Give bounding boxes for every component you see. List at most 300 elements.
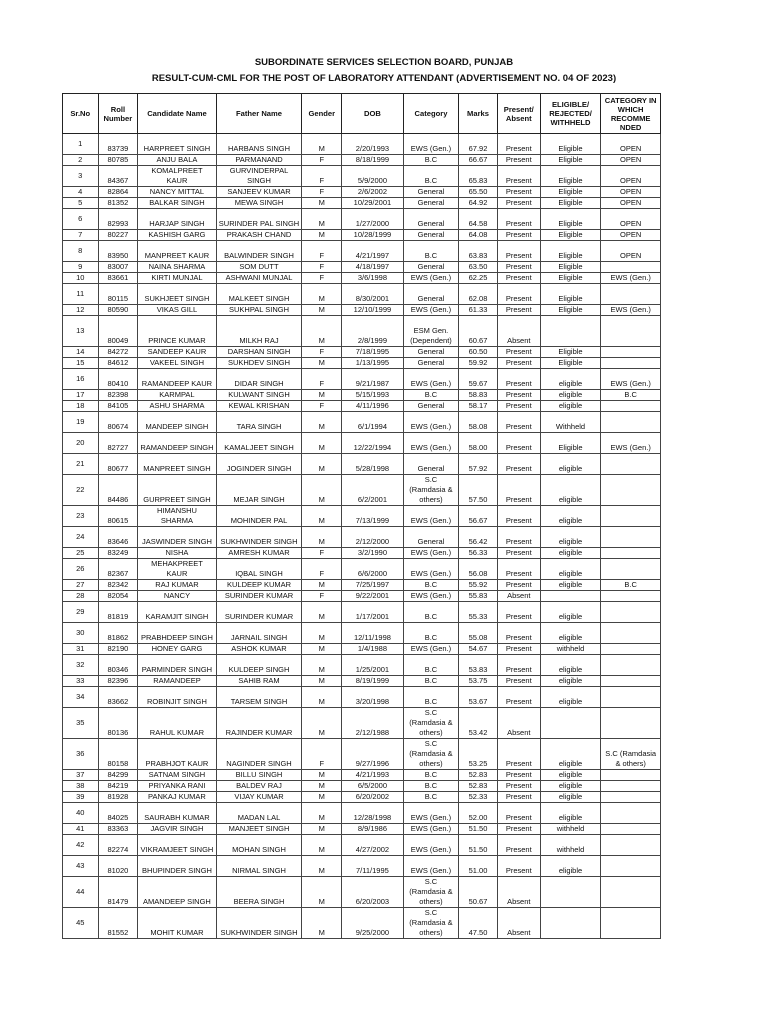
candidate-name-cell: HIMANSHU SHARMA (138, 506, 216, 527)
gender-cell: M (302, 792, 342, 803)
category-cell: General (403, 358, 458, 369)
category-cell: B.C (403, 687, 458, 708)
recommended-category-cell: OPEN (601, 198, 661, 209)
table-row (63, 401, 661, 412)
attendance-cell: Present (497, 433, 540, 454)
dob-cell: 4/21/1993 (342, 770, 404, 781)
dob-cell: 2/20/1993 (342, 134, 404, 155)
sr-no-cell: 21 (63, 454, 99, 475)
eligibility-cell: eligible (540, 548, 601, 559)
gender-cell: M (302, 358, 342, 369)
eligibility-cell: Eligible (540, 262, 601, 273)
roll-number-cell: 84612 (98, 358, 138, 369)
attendance-cell: Present (497, 401, 540, 412)
father-name-cell: KEWAL KRISHAN (216, 401, 302, 412)
candidate-name-cell: VIKAS GILL (138, 305, 216, 316)
sr-no-cell: 31 (63, 644, 99, 655)
eligibility-cell: Eligible (540, 358, 601, 369)
sr-no-cell: 13 (63, 316, 99, 347)
candidate-name-cell: JAGVIR SINGH (138, 824, 216, 835)
category-cell: General (403, 198, 458, 209)
attendance-cell: Present (497, 230, 540, 241)
gender-cell: M (302, 908, 342, 939)
candidate-name-cell: MOHIT KUMAR (138, 908, 216, 939)
roll-number-cell: 83661 (98, 273, 138, 284)
category-cell: S.C (Ramdasia & others) (403, 908, 458, 939)
category-cell: EWS (Gen.) (403, 273, 458, 284)
dob-cell: 2/8/1999 (342, 316, 404, 347)
eligibility-cell: eligible (540, 770, 601, 781)
recommended-category-cell (601, 687, 661, 708)
category-cell: B.C (403, 623, 458, 644)
attendance-cell: Present (497, 475, 540, 506)
gender-cell: M (302, 284, 342, 305)
attendance-cell: Present (497, 273, 540, 284)
table-row (63, 687, 661, 708)
gender-cell: M (302, 580, 342, 591)
roll-number-cell: 80158 (98, 739, 138, 770)
col-header-roll-number: Roll Number (98, 94, 138, 134)
document-header (0, 55, 768, 87)
table-row (63, 155, 661, 166)
marks-cell: 52.83 (459, 781, 498, 792)
marks-cell: 60.50 (459, 347, 498, 358)
roll-number-cell: 82367 (98, 559, 138, 580)
father-name-cell: JARNAIL SINGH (216, 623, 302, 644)
table-row (63, 602, 661, 623)
candidate-name-cell: PRABHJOT KAUR (138, 739, 216, 770)
gender-cell: M (302, 198, 342, 209)
attendance-cell: Present (497, 209, 540, 230)
dob-cell: 6/5/2000 (342, 781, 404, 792)
eligibility-cell: Eligible (540, 187, 601, 198)
marks-cell: 53.25 (459, 739, 498, 770)
attendance-cell: Present (497, 134, 540, 155)
marks-cell: 56.33 (459, 548, 498, 559)
table-row (63, 824, 661, 835)
eligibility-cell: withheld (540, 835, 601, 856)
marks-cell: 64.58 (459, 209, 498, 230)
recommended-category-cell (601, 856, 661, 877)
dob-cell: 2/12/1988 (342, 708, 404, 739)
eligibility-cell: Eligible (540, 433, 601, 454)
candidate-name-cell: MANPREET SINGH (138, 454, 216, 475)
dob-cell: 1/27/2000 (342, 209, 404, 230)
candidate-name-cell: HARPREET SINGH (138, 134, 216, 155)
attendance-cell: Present (497, 803, 540, 824)
gender-cell: M (302, 527, 342, 548)
recommended-category-cell: B.C (601, 580, 661, 591)
gender-cell: F (302, 273, 342, 284)
attendance-cell: Present (497, 824, 540, 835)
father-name-cell: RAJINDER KUMAR (216, 708, 302, 739)
father-name-cell: TARA SINGH (216, 412, 302, 433)
dob-cell: 9/21/1987 (342, 369, 404, 390)
eligibility-cell: Eligible (540, 155, 601, 166)
attendance-cell: Present (497, 676, 540, 687)
eligibility-cell: Eligible (540, 198, 601, 209)
recommended-category-cell: OPEN (601, 155, 661, 166)
col-header-eligibility: ELIGIBLE/ REJECTED/ WITHHELD (540, 94, 601, 134)
table-row (63, 708, 661, 739)
gender-cell: M (302, 134, 342, 155)
sr-no-cell: 2 (63, 155, 99, 166)
gender-cell: M (302, 770, 342, 781)
table-row (63, 187, 661, 198)
sr-no-cell: 27 (63, 580, 99, 591)
marks-cell: 60.67 (459, 316, 498, 347)
attendance-cell: Present (497, 559, 540, 580)
table-row (63, 877, 661, 908)
eligibility-cell: eligible (540, 559, 601, 580)
category-cell: EWS (Gen.) (403, 134, 458, 155)
roll-number-cell: 80410 (98, 369, 138, 390)
candidate-name-cell: PANKAJ KUMAR (138, 792, 216, 803)
category-cell: B.C (403, 241, 458, 262)
dob-cell: 10/29/2001 (342, 198, 404, 209)
roll-number-cell: 80136 (98, 708, 138, 739)
recommended-category-cell (601, 358, 661, 369)
marks-cell: 53.75 (459, 676, 498, 687)
marks-cell: 51.00 (459, 856, 498, 877)
dob-cell: 6/6/2000 (342, 559, 404, 580)
sr-no-cell: 39 (63, 792, 99, 803)
recommended-category-cell (601, 877, 661, 908)
recommended-category-cell (601, 644, 661, 655)
table-row (63, 316, 661, 347)
candidate-name-cell: VAKEEL SINGH (138, 358, 216, 369)
candidate-name-cell: MANDEEP SINGH (138, 412, 216, 433)
table-row (63, 284, 661, 305)
roll-number-cell: 84367 (98, 166, 138, 187)
father-name-cell: SUKHWINDER SINGH (216, 908, 302, 939)
sr-no-cell: 43 (63, 856, 99, 877)
gender-cell: M (302, 305, 342, 316)
sr-no-cell: 17 (63, 390, 99, 401)
father-name-cell: DIDAR SINGH (216, 369, 302, 390)
table-row (63, 166, 661, 187)
eligibility-cell: eligible (540, 454, 601, 475)
candidate-name-cell: PRABHDEEP SINGH (138, 623, 216, 644)
recommended-category-cell (601, 781, 661, 792)
father-name-cell: SUKHPAL SINGH (216, 305, 302, 316)
candidate-name-cell: MANPREET KAUR (138, 241, 216, 262)
category-cell: B.C (403, 155, 458, 166)
candidate-name-cell: NANCY (138, 591, 216, 602)
sr-no-cell: 16 (63, 369, 99, 390)
recommended-category-cell (601, 559, 661, 580)
sr-no-cell: 9 (63, 262, 99, 273)
category-cell: General (403, 187, 458, 198)
candidate-name-cell: NANCY MITTAL (138, 187, 216, 198)
roll-number-cell: 80227 (98, 230, 138, 241)
attendance-cell: Present (497, 580, 540, 591)
table-row (63, 591, 661, 602)
recommended-category-cell (601, 908, 661, 939)
dob-cell: 3/20/1998 (342, 687, 404, 708)
marks-cell: 65.83 (459, 166, 498, 187)
father-name-cell: SUKHWINDER SINGH (216, 527, 302, 548)
attendance-cell: Absent (497, 877, 540, 908)
col-header-gender: Gender (302, 94, 342, 134)
table-row (63, 230, 661, 241)
marks-cell: 55.08 (459, 623, 498, 644)
dob-cell: 3/2/1990 (342, 548, 404, 559)
col-header-candidate-name: Candidate Name (138, 94, 216, 134)
roll-number-cell: 81479 (98, 877, 138, 908)
category-cell: B.C (403, 781, 458, 792)
roll-number-cell: 82727 (98, 433, 138, 454)
gender-cell: F (302, 187, 342, 198)
marks-cell: 53.42 (459, 708, 498, 739)
eligibility-cell: eligible (540, 369, 601, 390)
gender-cell: M (302, 506, 342, 527)
marks-cell: 66.67 (459, 155, 498, 166)
candidate-name-cell: KIRTI MUNJAL (138, 273, 216, 284)
sr-no-cell: 20 (63, 433, 99, 454)
eligibility-cell: eligible (540, 856, 601, 877)
father-name-cell: NAGINDER SINGH (216, 739, 302, 770)
dob-cell: 1/25/2001 (342, 655, 404, 676)
attendance-cell: Absent (497, 708, 540, 739)
roll-number-cell: 80590 (98, 305, 138, 316)
candidate-name-cell: KARAMJIT SINGH (138, 602, 216, 623)
sr-no-cell: 24 (63, 527, 99, 548)
father-name-cell: MEWA SINGH (216, 198, 302, 209)
candidate-name-cell: RAMANDEEP SINGH (138, 433, 216, 454)
roll-number-cell: 80615 (98, 506, 138, 527)
recommended-category-cell (601, 792, 661, 803)
father-name-cell: SAHIB RAM (216, 676, 302, 687)
roll-number-cell: 81352 (98, 198, 138, 209)
attendance-cell: Present (497, 155, 540, 166)
sr-no-cell: 10 (63, 273, 99, 284)
roll-number-cell: 83950 (98, 241, 138, 262)
attendance-cell: Present (497, 390, 540, 401)
table-row (63, 655, 661, 676)
sr-no-cell: 5 (63, 198, 99, 209)
roll-number-cell: 83739 (98, 134, 138, 155)
attendance-cell: Present (497, 198, 540, 209)
recommended-category-cell (601, 401, 661, 412)
candidate-name-cell: AMANDEEP SINGH (138, 877, 216, 908)
header-row (63, 94, 661, 134)
sr-no-cell: 25 (63, 548, 99, 559)
sr-no-cell: 38 (63, 781, 99, 792)
roll-number-cell: 81819 (98, 602, 138, 623)
recommended-category-cell (601, 623, 661, 644)
table-row (63, 506, 661, 527)
category-cell: ESM Gen. (Dependent) (403, 316, 458, 347)
category-cell: S.C (Ramdasia & others) (403, 708, 458, 739)
sr-no-cell: 36 (63, 739, 99, 770)
dob-cell: 8/9/1986 (342, 824, 404, 835)
candidate-name-cell: PRIYANKA RANI (138, 781, 216, 792)
dob-cell: 5/9/2000 (342, 166, 404, 187)
eligibility-cell: Eligible (540, 209, 601, 230)
recommended-category-cell (601, 770, 661, 781)
father-name-cell: DARSHAN SINGH (216, 347, 302, 358)
dob-cell: 5/15/1993 (342, 390, 404, 401)
recommended-category-cell: OPEN (601, 187, 661, 198)
eligibility-cell: eligible (540, 527, 601, 548)
roll-number-cell: 84272 (98, 347, 138, 358)
gender-cell: F (302, 166, 342, 187)
category-cell: General (403, 454, 458, 475)
father-name-cell: MANJEET SINGH (216, 824, 302, 835)
eligibility-cell (540, 708, 601, 739)
table-row (63, 262, 661, 273)
candidate-name-cell: SAURABH KUMAR (138, 803, 216, 824)
gender-cell: M (302, 602, 342, 623)
father-name-cell: VIJAY KUMAR (216, 792, 302, 803)
recommended-category-cell (601, 454, 661, 475)
father-name-cell: MOHINDER PAL (216, 506, 302, 527)
sr-no-cell: 15 (63, 358, 99, 369)
roll-number-cell: 82274 (98, 835, 138, 856)
attendance-cell: Present (497, 262, 540, 273)
dob-cell: 5/28/1998 (342, 454, 404, 475)
attendance-cell: Present (497, 687, 540, 708)
category-cell: General (403, 401, 458, 412)
eligibility-cell: Eligible (540, 273, 601, 284)
candidate-name-cell: JASWINDER SINGH (138, 527, 216, 548)
category-cell: EWS (Gen.) (403, 835, 458, 856)
marks-cell: 57.50 (459, 475, 498, 506)
eligibility-cell: eligible (540, 623, 601, 644)
sr-no-cell: 44 (63, 877, 99, 908)
table-row (63, 559, 661, 580)
sr-no-cell: 1 (63, 134, 99, 155)
category-cell: EWS (Gen.) (403, 856, 458, 877)
col-header-marks: Marks (459, 94, 498, 134)
recommended-category-cell: EWS (Gen.) (601, 273, 661, 284)
category-cell: EWS (Gen.) (403, 412, 458, 433)
roll-number-cell: 82190 (98, 644, 138, 655)
candidate-name-cell: SUKHJEET SINGH (138, 284, 216, 305)
marks-cell: 52.83 (459, 770, 498, 781)
eligibility-cell: eligible (540, 739, 601, 770)
eligibility-cell (540, 591, 601, 602)
category-cell: B.C (403, 390, 458, 401)
category-cell: B.C (403, 655, 458, 676)
gender-cell: M (302, 209, 342, 230)
father-name-cell: KAMALJEET SINGH (216, 433, 302, 454)
eligibility-cell: Eligible (540, 230, 601, 241)
father-name-cell: PARMANAND (216, 155, 302, 166)
dob-cell: 9/25/2000 (342, 908, 404, 939)
dob-cell: 6/20/2003 (342, 877, 404, 908)
category-cell: EWS (Gen.) (403, 559, 458, 580)
roll-number-cell: 84486 (98, 475, 138, 506)
roll-number-cell: 83249 (98, 548, 138, 559)
result-title: RESULT-CUM-CML FOR THE POST OF LABORATORY ATTENDANT (ADVERTISEMENT NO. 04 OF 2023) (151, 73, 617, 84)
gender-cell: F (302, 155, 342, 166)
table-row (63, 856, 661, 877)
candidate-name-cell: RAMANDEEP KAUR (138, 369, 216, 390)
father-name-cell: KULDEEP KUMAR (216, 580, 302, 591)
table-row (63, 548, 661, 559)
sr-no-cell: 45 (63, 908, 99, 939)
category-cell: B.C (403, 166, 458, 187)
father-name-cell: ASHOK KUMAR (216, 644, 302, 655)
sr-no-cell: 3 (63, 166, 99, 187)
recommended-category-cell: OPEN (601, 230, 661, 241)
father-name-cell: SURINDER PAL SINGH (216, 209, 302, 230)
sr-no-cell: 11 (63, 284, 99, 305)
gender-cell: M (302, 781, 342, 792)
sr-no-cell: 26 (63, 559, 99, 580)
attendance-cell: Present (497, 770, 540, 781)
attendance-cell: Present (497, 644, 540, 655)
table-row (63, 134, 661, 155)
candidate-name-cell: KOMALPREET KAUR (138, 166, 216, 187)
candidate-name-cell: NISHA (138, 548, 216, 559)
marks-cell: 50.67 (459, 877, 498, 908)
father-name-cell: ASHWANI MUNJAL (216, 273, 302, 284)
table-row (63, 781, 661, 792)
sr-no-cell: 32 (63, 655, 99, 676)
table-row (63, 305, 661, 316)
father-name-cell: HARBANS SINGH (216, 134, 302, 155)
recommended-category-cell (601, 835, 661, 856)
category-cell: General (403, 262, 458, 273)
table-row (63, 803, 661, 824)
col-header-recommended-category: CATEGORY IN WHICH RECOMME NDED (601, 94, 661, 134)
table-row (63, 433, 661, 454)
attendance-cell: Absent (497, 908, 540, 939)
attendance-cell: Present (497, 506, 540, 527)
recommended-category-cell (601, 262, 661, 273)
eligibility-cell: Eligible (540, 134, 601, 155)
father-name-cell: TARSEM SINGH (216, 687, 302, 708)
gender-cell: F (302, 262, 342, 273)
dob-cell: 3/6/1998 (342, 273, 404, 284)
category-cell: B.C (403, 770, 458, 781)
col-header-present-absent: Present/ Absent (497, 94, 540, 134)
marks-cell: 56.08 (459, 559, 498, 580)
gender-cell: M (302, 390, 342, 401)
table-row (63, 454, 661, 475)
sr-no-cell: 7 (63, 230, 99, 241)
sr-no-cell: 22 (63, 475, 99, 506)
candidate-name-cell: HARJAP SINGH (138, 209, 216, 230)
attendance-cell: Present (497, 369, 540, 390)
table-row (63, 676, 661, 687)
marks-cell: 67.92 (459, 134, 498, 155)
recommended-category-cell: EWS (Gen.) (601, 433, 661, 454)
recommended-category-cell (601, 708, 661, 739)
dob-cell: 8/19/1999 (342, 676, 404, 687)
candidate-name-cell: SANDEEP KAUR (138, 347, 216, 358)
attendance-cell: Present (497, 602, 540, 623)
marks-cell: 54.67 (459, 644, 498, 655)
roll-number-cell: 81020 (98, 856, 138, 877)
sr-no-cell: 35 (63, 708, 99, 739)
candidate-name-cell: ANJU BALA (138, 155, 216, 166)
gender-cell: F (302, 559, 342, 580)
sr-no-cell: 19 (63, 412, 99, 433)
marks-cell: 53.67 (459, 687, 498, 708)
table-row (63, 358, 661, 369)
gender-cell: M (302, 412, 342, 433)
marks-cell: 55.33 (459, 602, 498, 623)
eligibility-cell: Eligible (540, 305, 601, 316)
marks-cell: 52.00 (459, 803, 498, 824)
sr-no-cell: 12 (63, 305, 99, 316)
gender-cell: M (302, 877, 342, 908)
attendance-cell: Present (497, 454, 540, 475)
